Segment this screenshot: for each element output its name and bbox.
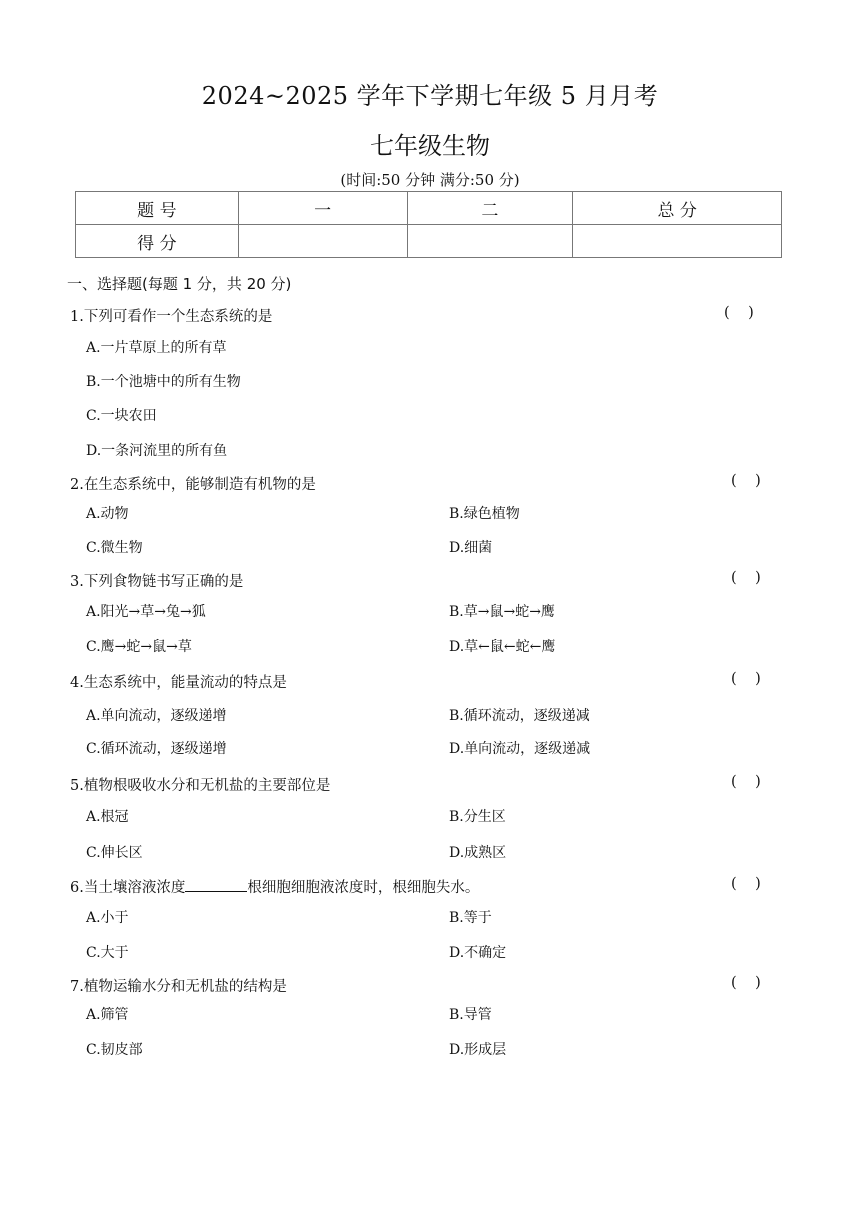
answer-parentheses[interactable]: ( ): [731, 473, 761, 489]
option-b: B.等于: [449, 910, 492, 926]
option-c: C.大于: [86, 945, 129, 961]
option-a: A.筛管: [86, 1007, 129, 1023]
option-b: B.草→鼠→蛇→鹰: [449, 604, 555, 620]
option-d: D.形成层: [449, 1042, 507, 1058]
question-stem: 1.下列可看作一个生态系统的是: [70, 309, 273, 325]
option-b: B.绿色植物: [449, 506, 520, 522]
score-table-header-row: [76, 192, 782, 225]
answer-parentheses[interactable]: ( ): [731, 876, 761, 892]
section-heading: 一、选择题(每题 1 分，共 20 分): [67, 275, 292, 293]
option-b: B.一个池塘中的所有生物: [86, 374, 241, 390]
option-b: B.导管: [449, 1007, 492, 1023]
option-a: A.小于: [86, 910, 129, 926]
option-d: D.细菌: [449, 540, 493, 556]
question-stem: 7.植物运输水分和无机盐的结构是: [70, 979, 287, 995]
score-cell-total[interactable]: [573, 225, 782, 258]
answer-parentheses[interactable]: ( ): [731, 774, 761, 790]
score-table-score-row: [76, 225, 782, 258]
question-stem: [70, 876, 479, 897]
score-cell-section1[interactable]: [238, 225, 407, 258]
option-a: A.单向流动，逐级递增: [86, 708, 227, 724]
score-header-cell: 题 号: [76, 192, 239, 225]
option-c: C.微生物: [86, 540, 143, 556]
option-d: D.不确定: [449, 945, 507, 961]
option-a: A.一片草原上的所有草: [86, 340, 227, 356]
option-d: D.成熟区: [449, 845, 507, 861]
score-row-label: 得 分: [76, 225, 239, 258]
option-d: D.草←鼠←蛇←鹰: [449, 639, 556, 655]
option-b: B.分生区: [449, 809, 506, 825]
question-stem-after: 根细胞细胞液浓度时，根细胞失水。: [247, 880, 480, 896]
option-c: C.伸长区: [86, 845, 143, 861]
answer-parentheses[interactable]: ( ): [731, 975, 761, 991]
option-c: C.循环流动，逐级递增: [86, 741, 227, 757]
option-d: D.一条河流里的所有鱼: [86, 443, 228, 459]
option-a: A.根冠: [86, 809, 129, 825]
exam-subject: 七年级生物: [370, 132, 490, 160]
exam-info: (时间:50 分钟 满分:50 分): [340, 171, 520, 189]
answer-parentheses[interactable]: ( ): [724, 305, 754, 321]
option-d: D.单向流动，逐级递减: [449, 741, 591, 757]
question-stem: 2.在生态系统中，能够制造有机物的是: [70, 477, 316, 493]
score-header-cell: 二: [407, 192, 573, 225]
answer-parentheses[interactable]: ( ): [731, 671, 761, 687]
option-c: C.一块农田: [86, 408, 157, 424]
question-stem: 3.下列食物链书写正确的是: [70, 574, 244, 590]
option-c: C.韧皮部: [86, 1042, 143, 1058]
option-a: A.动物: [86, 506, 129, 522]
question-stem: 4.生态系统中，能量流动的特点是: [70, 675, 287, 691]
answer-parentheses[interactable]: ( ): [731, 570, 761, 586]
score-header-cell: 总 分: [573, 192, 782, 225]
score-header-cell: 一: [238, 192, 407, 225]
score-cell-section2[interactable]: [407, 225, 573, 258]
option-b: B.循环流动，逐级递减: [449, 708, 590, 724]
exam-title: 2024~2025 学年下学期七年级 5 月月考: [201, 82, 659, 110]
option-c: C.鹰→蛇→鼠→草: [86, 639, 192, 655]
fill-blank[interactable]: [185, 877, 247, 892]
question-stem: 5.植物根吸收水分和无机盐的主要部位是: [70, 778, 331, 794]
question-stem-before: 6.当土壤溶液浓度: [70, 880, 186, 896]
option-a: A.阳光→草→兔→狐: [86, 604, 206, 620]
score-table: [75, 191, 782, 258]
